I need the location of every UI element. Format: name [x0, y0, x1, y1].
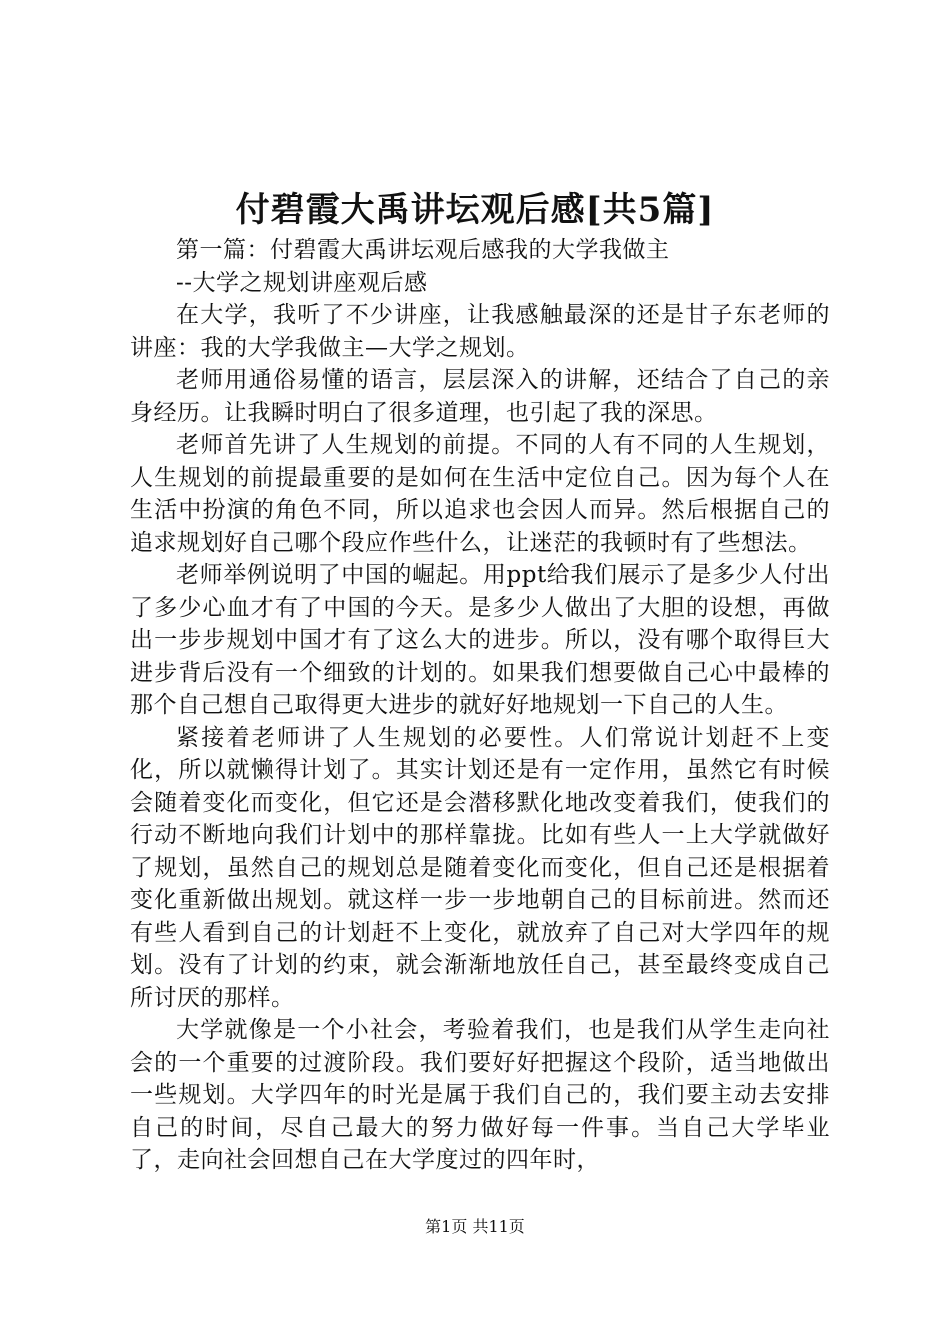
- document-title: 付碧霞大禹讲坛观后感[共5篇]: [235, 190, 715, 230]
- paragraph: 老师用通俗易懂的语言，层层深入的讲解，还结合了自己的亲身经历。让我瞬时明白了很多道理，也引起了我的深思。: [130, 367, 830, 426]
- paragraph: 在大学，我听了不少讲座，让我感触最深的还是甘子东老师的讲座：我的大学我做主—大学之规划。: [130, 302, 830, 361]
- section-subheading: --大学之规划讲座观后感: [176, 269, 428, 296]
- paragraph: 老师举例说明了中国的崛起。用ppt给我们展示了是多少人付出了多少心血才有了中国的今天。是多少人做出了大胆的设想，再做出一步步规划中国才有了这么大的进步。所以，没有哪个取得巨大进步背后没有一个细致的计划的。如果我们想要做自己心中最棒的那个自己想自己取得更大进步的就好好地规划一下自己的人生。: [130, 562, 830, 718]
- paragraph: 紧接着老师讲了人生规划的必要性。人们常说计划赶不上变化，所以就懒得计划了。其实计划还是有一定作用，虽然它有时候会随着变化而变化，但它还是会潜移默化地改变着我们，使我们的行动不断地向我们计划中的那样靠拢。比如有些人一上大学就做好了规划，虽然自己的规划总是随着变化而变化，但自己还是根据着变化重新做出规划。就这样一步一步地朝自己的目标前进。然而还有些人看到自己的计划赶不上变化，就放弃了自己对大学四年的规划。没有了计划的约束，就会渐渐地放任自己，甚至最终变成自己所讨厌的那样。: [130, 724, 830, 1011]
- paragraph: 老师首先讲了人生规划的前提。不同的人有不同的人生规划，人生规划的前提最重要的是如何在生活中定位自己。因为每个人在生活中扮演的角色不同，所以追求也会因人而异。然后根据自己的追求规划好自己哪个段应作些什么，让迷茫的我顿时有了些想法。: [130, 432, 830, 556]
- page-footer: 第1页 共11页: [425, 1217, 525, 1236]
- section-heading: 第一篇：付碧霞大禹讲坛观后感我的大学我做主: [176, 237, 670, 263]
- paragraph: 大学就像是一个小社会，考验着我们，也是我们从学生走向社会的一个重要的过渡阶段。我们要好好把握这个段阶，适当地做出一些规划。大学四年的时光是属于我们自己的，我们要主动去安排自己的时间，尽自己最大的努力做好每一件事。当自己大学毕业了，走向社会回想自己在大学度过的四年时，: [130, 1017, 830, 1173]
- document-body: [130, 234, 830, 1177]
